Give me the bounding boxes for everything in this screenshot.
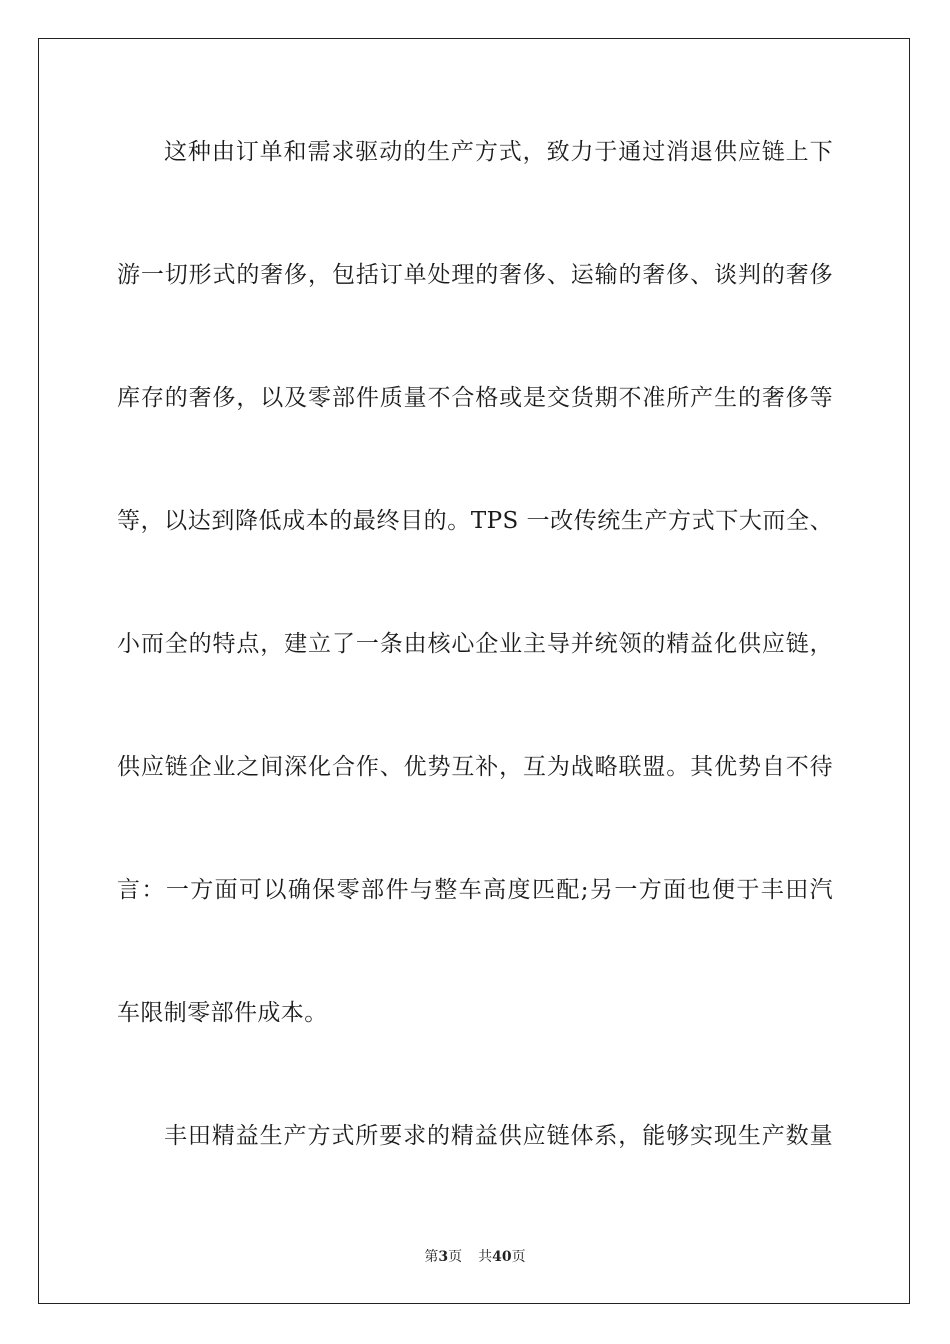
paragraph-1-line-2: 游一切形式的奢侈，包括订单处理的奢侈、运输的奢侈、谈判的奢侈 <box>117 262 833 288</box>
paragraph-1-line-8: 车限制零部件成本。 <box>117 1000 328 1026</box>
paragraph-2-line-1: 丰田精益生产方式所要求的精益供应链体系，能够实现生产数量 <box>164 1123 833 1149</box>
paragraph-1-line-4: 等，以达到降低成本的最终目的。TPS 一改传统生产方式下大而全、 <box>117 508 833 534</box>
footer-page-suffix: 页 <box>448 1249 463 1265</box>
page-footer <box>0 1248 950 1266</box>
footer-total-suffix: 页 <box>511 1249 526 1265</box>
paragraph-1-line-6: 供应链企业之间深化合作、优势互补，互为战略联盟。其优势自不待 <box>117 754 833 780</box>
footer-total-pages: 40 <box>492 1249 512 1265</box>
paragraph-1-line-5: 小而全的特点，建立了一条由核心企业主导并统领的精益化供应链， <box>117 631 833 657</box>
footer-page-number: 3 <box>438 1249 449 1265</box>
paragraph-1-line-1: 这种由订单和需求驱动的生产方式，致力于通过消退供应链上下 <box>164 139 833 165</box>
page-border <box>38 38 910 1304</box>
footer-page-prefix: 第 <box>424 1249 439 1265</box>
paragraph-1-line-7: 言：一方面可以确保零部件与整车高度匹配;另一方面也便于丰田汽 <box>117 877 833 903</box>
paragraph-1-line-3: 库存的奢侈，以及零部件质量不合格或是交货期不准所产生的奢侈等 <box>117 385 833 411</box>
footer-total-prefix: 共 <box>478 1249 493 1265</box>
